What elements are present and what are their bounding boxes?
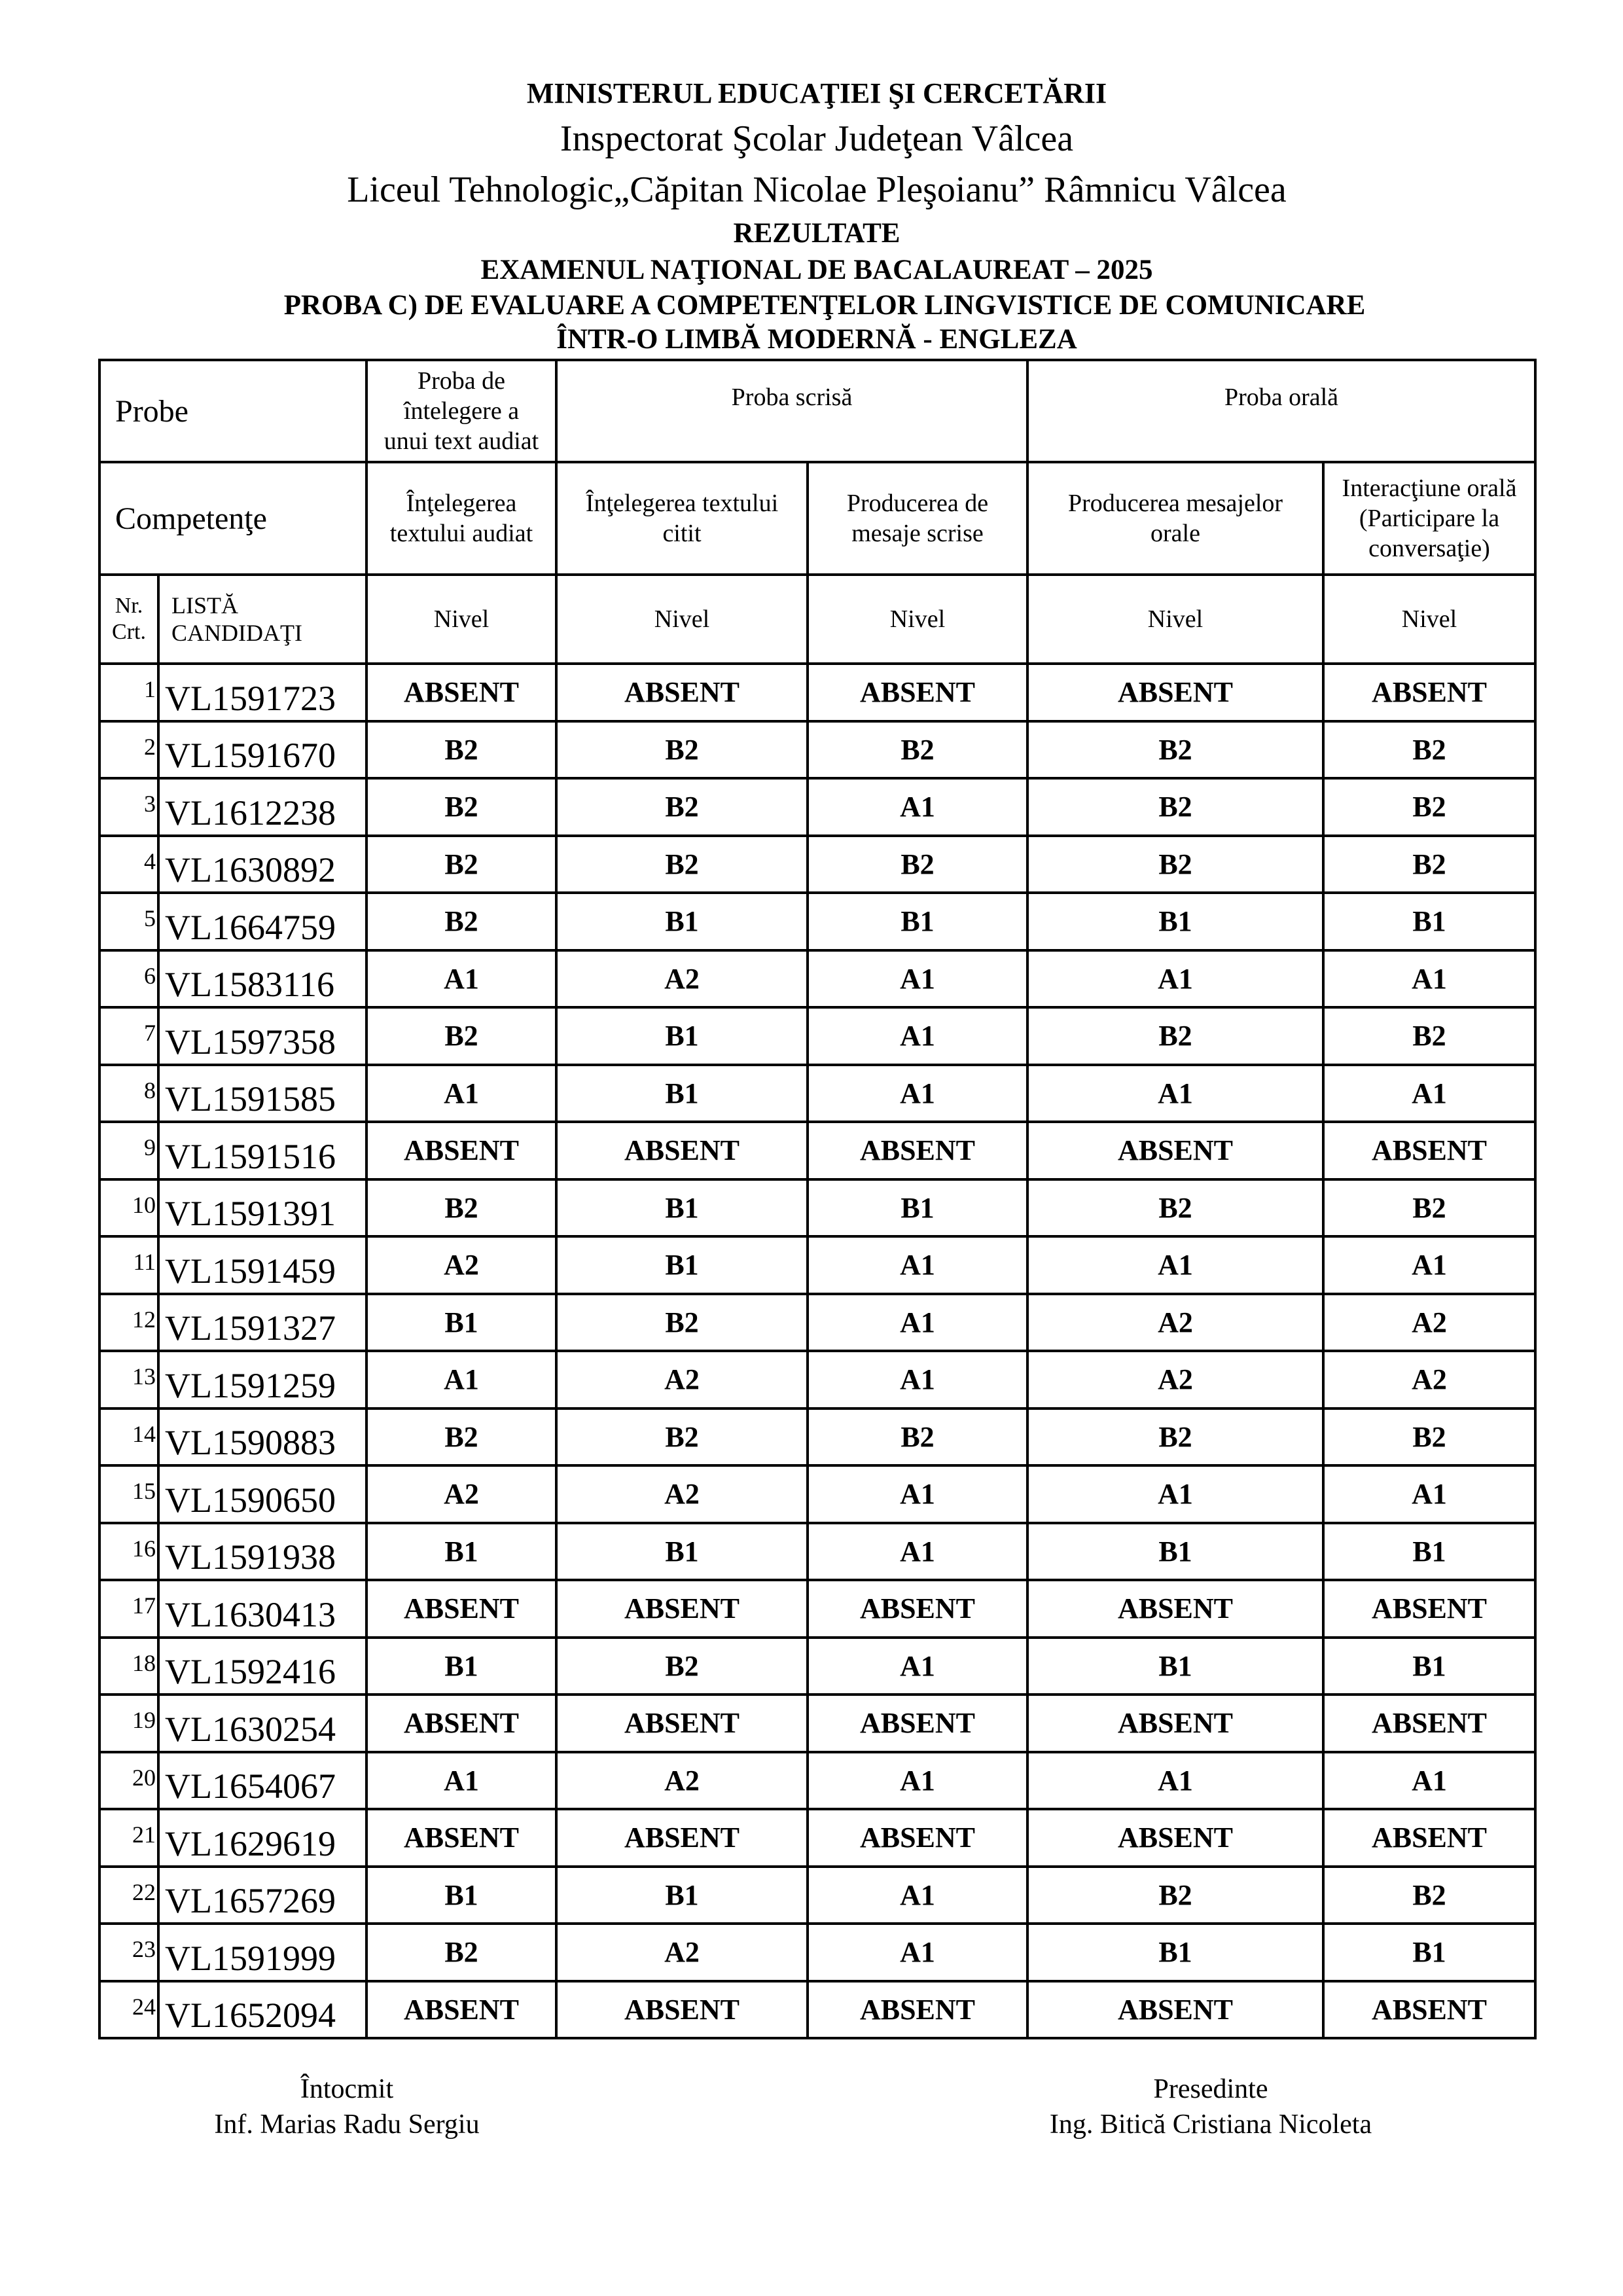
level-cell: B2 [808,1408,1027,1466]
level-cell: A2 [556,1752,808,1810]
level-cell: B1 [808,1179,1027,1237]
table-row [99,836,1535,893]
candidate-code: VL1652094 [158,1981,366,2039]
level-cell: A1 [1323,1465,1535,1523]
table-row [99,1294,1535,1352]
level-cell: ABSENT [366,664,556,721]
level-cell: ABSENT [366,1122,556,1179]
candidate-code: VL1591999 [158,1924,366,1981]
table-row [99,893,1535,950]
row-number: 21 [99,1809,158,1867]
level-cell: B2 [1323,1007,1535,1065]
level-cell: A1 [808,1351,1027,1408]
candidates-header: LISTĂ CANDIDAŢI [158,575,366,664]
level-cell: A1 [1027,950,1323,1008]
probe-orala-header: Proba orală [1027,360,1535,462]
row-number: 13 [99,1351,158,1408]
level-header: Nivel [1323,575,1535,664]
level-cell: B1 [556,1007,808,1065]
level-cell: B1 [556,1867,808,1924]
candidate-code: VL1664759 [158,893,366,950]
level-cell: ABSENT [1323,664,1535,721]
level-cell: B2 [1027,1408,1323,1466]
row-number: 4 [99,836,158,893]
level-cell: A1 [808,1236,1027,1294]
level-cell: ABSENT [556,1695,808,1752]
level-cell: B2 [1027,778,1323,836]
competente-header: Competenţe [99,462,366,575]
table-row [99,1924,1535,1981]
level-cell: A1 [808,950,1027,1008]
level-cell: B2 [556,836,808,893]
level-cell: B1 [808,893,1027,950]
candidate-code: VL1630892 [158,836,366,893]
level-cell: A1 [808,1867,1027,1924]
row-number: 12 [99,1294,158,1352]
inspectorate-title: Inspectorat Şcolar Judeţean Vâlcea [560,118,1074,159]
row-number: 18 [99,1638,158,1695]
level-header: Nivel [556,575,808,664]
level-cell: A1 [808,778,1027,836]
level-cell: ABSENT [366,1981,556,2039]
level-cell: ABSENT [556,664,808,721]
level-cell: B2 [1323,836,1535,893]
level-cell: ABSENT [556,1580,808,1638]
level-cell: B1 [556,1523,808,1581]
level-cell: A1 [808,1523,1027,1581]
level-cell: B2 [366,1924,556,1981]
probe-audiat-header: Proba de întelegere a unui text audiat [366,360,556,462]
level-cell: ABSENT [808,1122,1027,1179]
test-title: PROBA C) DE EVALUARE A COMPETENŢELOR LINGVISTICE DE COMUNICARE [283,290,1366,321]
level-cell: ABSENT [366,1580,556,1638]
level-cell: B1 [366,1523,556,1581]
level-cell: A1 [366,1065,556,1122]
level-header: Nivel [1027,575,1323,664]
level-cell: A1 [366,1351,556,1408]
row-number: 3 [99,778,158,836]
level-cell: ABSENT [1323,1580,1535,1638]
level-cell: ABSENT [1323,1809,1535,1867]
level-cell: B1 [556,1179,808,1237]
prepared-by-name: Inf. Marias Radu Sergiu [214,2109,480,2140]
level-cell: ABSENT [1323,1122,1535,1179]
candidate-code: VL1629619 [158,1809,366,1867]
level-cell: B1 [1027,1523,1323,1581]
level-cell: B2 [556,778,808,836]
level-cell: B1 [1027,1638,1323,1695]
row-number: 20 [99,1752,158,1810]
table-row [99,1981,1535,2039]
school-title: Liceul Tehnologic„Căpitan Nicolae Pleşoianu” Râmnicu Vâlcea [347,170,1287,210]
row-number: 2 [99,721,158,779]
level-cell: A1 [808,1065,1027,1122]
candidate-code: VL1597358 [158,1007,366,1065]
level-cell: A1 [808,1465,1027,1523]
level-cell: A2 [556,1465,808,1523]
level-cell: B2 [556,721,808,779]
level-cell: ABSENT [1027,1809,1323,1867]
table-row [99,664,1535,721]
table-row [99,721,1535,779]
table-row [99,1408,1535,1466]
table-row [99,1465,1535,1523]
row-number: 15 [99,1465,158,1523]
level-cell: A2 [366,1236,556,1294]
candidate-code: VL1591259 [158,1351,366,1408]
level-cell: A2 [556,950,808,1008]
level-cell: B2 [366,778,556,836]
level-cell: A1 [1027,1236,1323,1294]
level-cell: B1 [556,1065,808,1122]
table-row [99,1007,1535,1065]
exam-title: EXAMENUL NAŢIONAL DE BACALAUREAT – 2025 [480,255,1153,285]
probe-scrisa-header: Proba scrisă [556,360,1027,462]
results-title: REZULTATE [733,218,901,249]
candidate-code: VL1654067 [158,1752,366,1810]
level-cell: B2 [366,1007,556,1065]
level-header: Nivel [808,575,1027,664]
level-cell: B1 [556,1236,808,1294]
candidate-code: VL1590650 [158,1465,366,1523]
level-cell: ABSENT [556,1809,808,1867]
nr-crt-header: Nr. Crt. [99,575,158,664]
level-cell: ABSENT [808,1695,1027,1752]
table-row [99,1351,1535,1408]
table-row [99,1236,1535,1294]
row-number: 1 [99,664,158,721]
comp-interactiune: Interacţiune orală (Participare la conversaţie) [1323,462,1535,575]
level-cell: A2 [1323,1294,1535,1352]
language-title: ÎNTR-O LIMBĂ MODERNĂ - ENGLEZA [556,324,1077,355]
row-number: 11 [99,1236,158,1294]
candidate-code: VL1591459 [158,1236,366,1294]
level-cell: B2 [1027,1867,1323,1924]
candidate-code: VL1657269 [158,1867,366,1924]
table-row [99,1638,1535,1695]
level-cell: B1 [1027,1924,1323,1981]
level-cell: B1 [366,1867,556,1924]
level-cell: B2 [556,1638,808,1695]
level-cell: ABSENT [1027,664,1323,721]
level-cell: ABSENT [1323,1981,1535,2039]
level-cell: B2 [1027,721,1323,779]
level-cell: B1 [366,1638,556,1695]
comp-audiat: Înţelegerea textului audiat [366,462,556,575]
table-row [99,1867,1535,1924]
level-cell: B2 [1323,1179,1535,1237]
level-cell: B2 [808,721,1027,779]
level-cell: A1 [1323,1236,1535,1294]
row-number: 19 [99,1695,158,1752]
level-cell: ABSENT [1027,1695,1323,1752]
row-number: 10 [99,1179,158,1237]
row-number: 16 [99,1523,158,1581]
president-name: Ing. Bitică Cristiana Nicoleta [1049,2109,1372,2140]
comp-orale: Producerea mesajelor orale [1027,462,1323,575]
prepared-by-title: Întocmit [300,2074,394,2104]
table-row [99,1179,1535,1237]
candidate-code: VL1591516 [158,1122,366,1179]
table-row [99,1752,1535,1810]
level-cell: B2 [1323,1408,1535,1466]
table-row [99,1122,1535,1179]
candidate-code: VL1591723 [158,664,366,721]
comp-citit: Înţelegerea textului citit [556,462,808,575]
level-cell: B2 [556,1294,808,1352]
level-cell: ABSENT [1027,1580,1323,1638]
level-cell: B2 [1323,1867,1535,1924]
row-number: 9 [99,1122,158,1179]
probe-header: Probe [99,360,366,462]
level-cell: A2 [1027,1351,1323,1408]
table-row [99,1065,1535,1122]
candidate-code: VL1583116 [158,950,366,1008]
level-cell: ABSENT [366,1809,556,1867]
level-cell: ABSENT [1027,1981,1323,2039]
level-cell: A1 [1323,1065,1535,1122]
level-cell: B1 [556,893,808,950]
level-cell: B2 [366,1179,556,1237]
level-cell: A2 [1027,1294,1323,1352]
level-cell: B2 [366,721,556,779]
level-cell: B1 [1323,893,1535,950]
ministry-title: MINISTERUL EDUCAŢIEI ŞI CERCETĂRII [526,77,1107,109]
level-cell: ABSENT [1323,1695,1535,1752]
level-cell: A1 [1323,1752,1535,1810]
level-cell: A1 [366,950,556,1008]
candidate-code: VL1591938 [158,1523,366,1581]
level-cell: A2 [366,1465,556,1523]
table-row [99,1523,1535,1581]
results-table [98,359,1537,2039]
level-cell: B2 [366,893,556,950]
table-row [99,950,1535,1008]
level-cell: B1 [1027,893,1323,950]
candidate-code: VL1612238 [158,778,366,836]
level-cell: ABSENT [808,1809,1027,1867]
candidate-code: VL1590883 [158,1408,366,1466]
candidate-code: VL1630254 [158,1695,366,1752]
candidate-code: VL1591327 [158,1294,366,1352]
table-row [99,1809,1535,1867]
level-cell: ABSENT [1027,1122,1323,1179]
level-cell: ABSENT [808,664,1027,721]
row-number: 24 [99,1981,158,2039]
candidate-code: VL1591585 [158,1065,366,1122]
level-cell: B1 [1323,1924,1535,1981]
comp-scrise: Producerea de mesaje scrise [808,462,1027,575]
level-cell: ABSENT [366,1695,556,1752]
level-cell: B2 [808,836,1027,893]
row-number: 8 [99,1065,158,1122]
row-number: 14 [99,1408,158,1466]
candidate-code: VL1591391 [158,1179,366,1237]
level-cell: A2 [556,1351,808,1408]
row-number: 5 [99,893,158,950]
level-cell: A1 [1323,950,1535,1008]
level-cell: B2 [1027,1007,1323,1065]
level-cell: A1 [808,1294,1027,1352]
level-cell: A2 [556,1924,808,1981]
candidate-code: VL1592416 [158,1638,366,1695]
level-cell: B2 [366,1408,556,1466]
level-cell: B2 [366,836,556,893]
level-cell: ABSENT [556,1122,808,1179]
level-cell: A1 [366,1752,556,1810]
level-cell: A2 [1323,1351,1535,1408]
level-cell: B2 [1323,778,1535,836]
candidate-code: VL1591670 [158,721,366,779]
row-number: 7 [99,1007,158,1065]
level-cell: ABSENT [808,1580,1027,1638]
level-cell: B1 [366,1294,556,1352]
table-row [99,1695,1535,1752]
level-cell: ABSENT [556,1981,808,2039]
level-cell: B2 [1323,721,1535,779]
level-cell: ABSENT [808,1981,1027,2039]
president-title: Presedinte [1153,2074,1268,2104]
prepared-by-block [151,2072,543,2142]
level-cell: A1 [1027,1065,1323,1122]
level-cell: A1 [808,1924,1027,1981]
row-number: 22 [99,1867,158,1924]
table-row [99,1580,1535,1638]
level-cell: B2 [1027,1179,1323,1237]
row-number: 6 [99,950,158,1008]
level-header: Nivel [366,575,556,664]
president-block [982,2072,1440,2142]
level-cell: A1 [808,1007,1027,1065]
level-cell: B2 [556,1408,808,1466]
level-cell: A1 [808,1638,1027,1695]
level-cell: A1 [1027,1752,1323,1810]
table-row [99,778,1535,836]
row-number: 17 [99,1580,158,1638]
candidate-code: VL1630413 [158,1580,366,1638]
level-cell: A1 [808,1752,1027,1810]
level-cell: A1 [1027,1465,1323,1523]
row-number: 23 [99,1924,158,1981]
level-cell: B2 [1027,836,1323,893]
level-cell: B1 [1323,1638,1535,1695]
level-cell: B1 [1323,1523,1535,1581]
